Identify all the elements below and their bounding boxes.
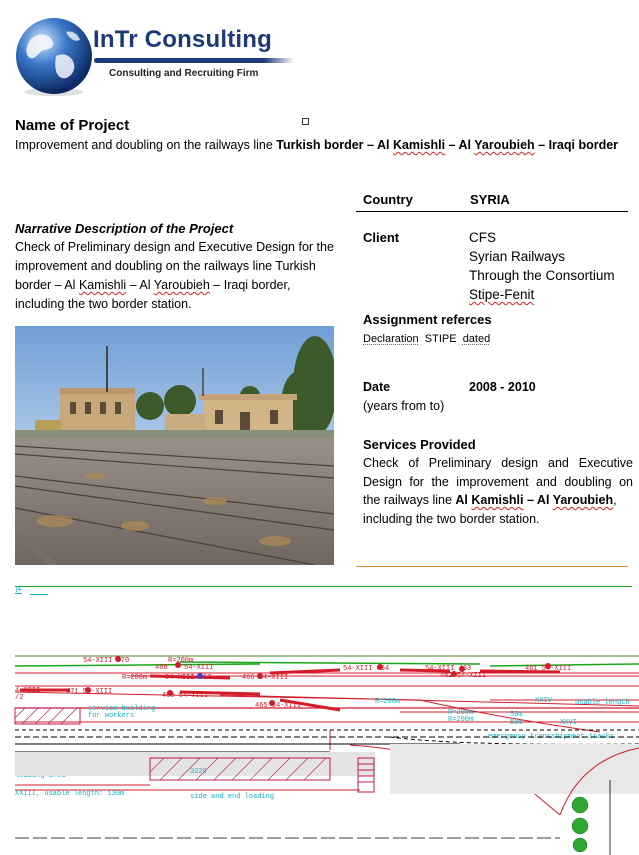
project-name-prefix: Improvement and doubling on the railways line xyxy=(15,138,277,152)
drawing-corner-mark: ¡¢ xyxy=(15,584,23,593)
label-r200-low: R=200m xyxy=(375,698,401,706)
drawing-top-rule xyxy=(15,586,632,587)
label-50m-a: 50m xyxy=(510,711,523,719)
label-usable-130: XXIII, usable length: 130m xyxy=(15,790,125,798)
label-bridge: 3225 xyxy=(190,768,207,776)
label-r200-mid: R=200m xyxy=(122,674,148,682)
declaration-word: Declaration xyxy=(363,333,419,345)
label-467: 54-XIII 467 xyxy=(165,674,212,682)
label-xiii: 4-XIII xyxy=(15,687,41,695)
country-rule xyxy=(356,211,628,212)
services-kamishli: Kamishli xyxy=(471,493,524,507)
label-side-end: side and end loading xyxy=(190,793,275,801)
services-rule xyxy=(356,566,628,567)
narrative-line-3 xyxy=(15,276,350,295)
label-xxvi: XXVI xyxy=(560,719,577,727)
label-462: 462 54-XIII xyxy=(440,672,487,680)
label-xxiv: XXIV xyxy=(535,697,552,705)
client-line-2: Syrian Railways xyxy=(469,249,566,264)
label-465: 465 54-XIII xyxy=(255,702,302,710)
label-463: 54-XIII 463 xyxy=(425,665,472,673)
assignment-label: Assignment referces xyxy=(363,312,492,327)
project-name-kamishli: Kamishli xyxy=(392,138,446,152)
track-layout-drawing xyxy=(0,640,639,855)
services-yaroubieh: Yaroubieh xyxy=(552,493,614,507)
narrative-line-1: Check of Preliminary design and Executive Design for the xyxy=(15,240,334,254)
project-name-part2: – Al xyxy=(445,138,475,152)
services-label: Services Provided xyxy=(363,437,476,452)
label-half: /2 xyxy=(15,694,24,702)
label-for-workers: for workers xyxy=(88,712,135,720)
label-r200-a: R=200m xyxy=(448,709,474,717)
services-l3-c: – Al xyxy=(523,493,553,507)
brand-name: InTr Consulting xyxy=(93,26,272,53)
declaration-dated: dated xyxy=(462,333,491,345)
date-label: Date xyxy=(363,380,391,394)
project-name xyxy=(15,136,618,155)
label-emergency: emergency transshipment tracks xyxy=(488,733,615,741)
narrative-l3-b: – Al xyxy=(126,278,154,292)
label-468: 468 xyxy=(155,664,168,672)
label-464: 54-XIII 464 xyxy=(343,665,390,673)
narrative-kamishli: Kamishli xyxy=(78,278,127,292)
services-l3-a: the railways line xyxy=(363,493,456,507)
services-line-3 xyxy=(363,491,633,510)
company-logo xyxy=(14,16,299,98)
narrative-line-2: improvement and doubling on the railways line Turkish xyxy=(15,259,316,273)
services-line-2: Design for the improvement and doubling on xyxy=(363,474,633,489)
label-470: 54-XIII 470 xyxy=(83,657,130,665)
label-service-building: service building xyxy=(88,705,156,713)
label-469: 469 54-XIII xyxy=(162,692,209,700)
country-value: SYRIA xyxy=(470,192,510,207)
narrative-heading: Narrative Description of the Project xyxy=(15,221,234,236)
date-note: (years from to) xyxy=(363,399,445,413)
label-r200-b: R=200m xyxy=(448,716,474,724)
drawing-corner-underline xyxy=(30,594,48,595)
label-50m-b: 50m xyxy=(510,719,523,727)
label-466: 466 54-XIII xyxy=(242,674,289,682)
project-name-part3: – Iraqi border xyxy=(534,138,619,152)
label-r200-top: R=200m xyxy=(168,657,194,665)
label-471: 471 54-XIII xyxy=(66,688,113,696)
date-value: 2008 - 2010 xyxy=(469,380,536,394)
country-label: Country xyxy=(363,192,413,207)
services-line-1: Check of Preliminary design and Executive xyxy=(363,456,633,470)
client-line-3: Through the Consortium xyxy=(469,268,615,283)
railway-station-photo xyxy=(15,326,334,565)
client-line-4: Stipe-Fenit xyxy=(469,287,535,302)
narrative-line-4: including the two border station. xyxy=(15,297,192,311)
client-value xyxy=(469,228,615,304)
project-name-part1: Turkish border – Al xyxy=(276,138,393,152)
logo-swoosh xyxy=(94,58,294,63)
client-label: Client xyxy=(363,230,400,245)
narrative-l3-c: – Iraqi border, xyxy=(209,278,291,292)
label-461: 461 54-XIII xyxy=(525,665,572,673)
services-l3-b: Al xyxy=(455,493,472,507)
project-name-yaroubieh: Yaroubieh xyxy=(474,138,535,152)
services-text xyxy=(363,454,633,528)
narrative-yaroubieh: Yaroubieh xyxy=(153,278,210,292)
services-line-4: including the two border station. xyxy=(363,511,540,526)
globe-icon xyxy=(14,16,96,98)
label-468b: 54-XIII xyxy=(184,664,214,672)
declaration-text xyxy=(363,333,490,345)
narrative-l3-a: border – Al xyxy=(15,278,79,292)
services-l3-d: , xyxy=(613,493,617,507)
narrative-section xyxy=(15,219,350,314)
label-usable: usable length xyxy=(575,699,630,707)
small-marker xyxy=(302,118,309,125)
declaration-stipe: STIPE xyxy=(424,333,457,345)
brand-tagline: Consulting and Recruiting Firm xyxy=(109,68,259,79)
client-line-1: CFS xyxy=(469,230,496,245)
project-name-heading: Name of Project xyxy=(15,117,130,134)
